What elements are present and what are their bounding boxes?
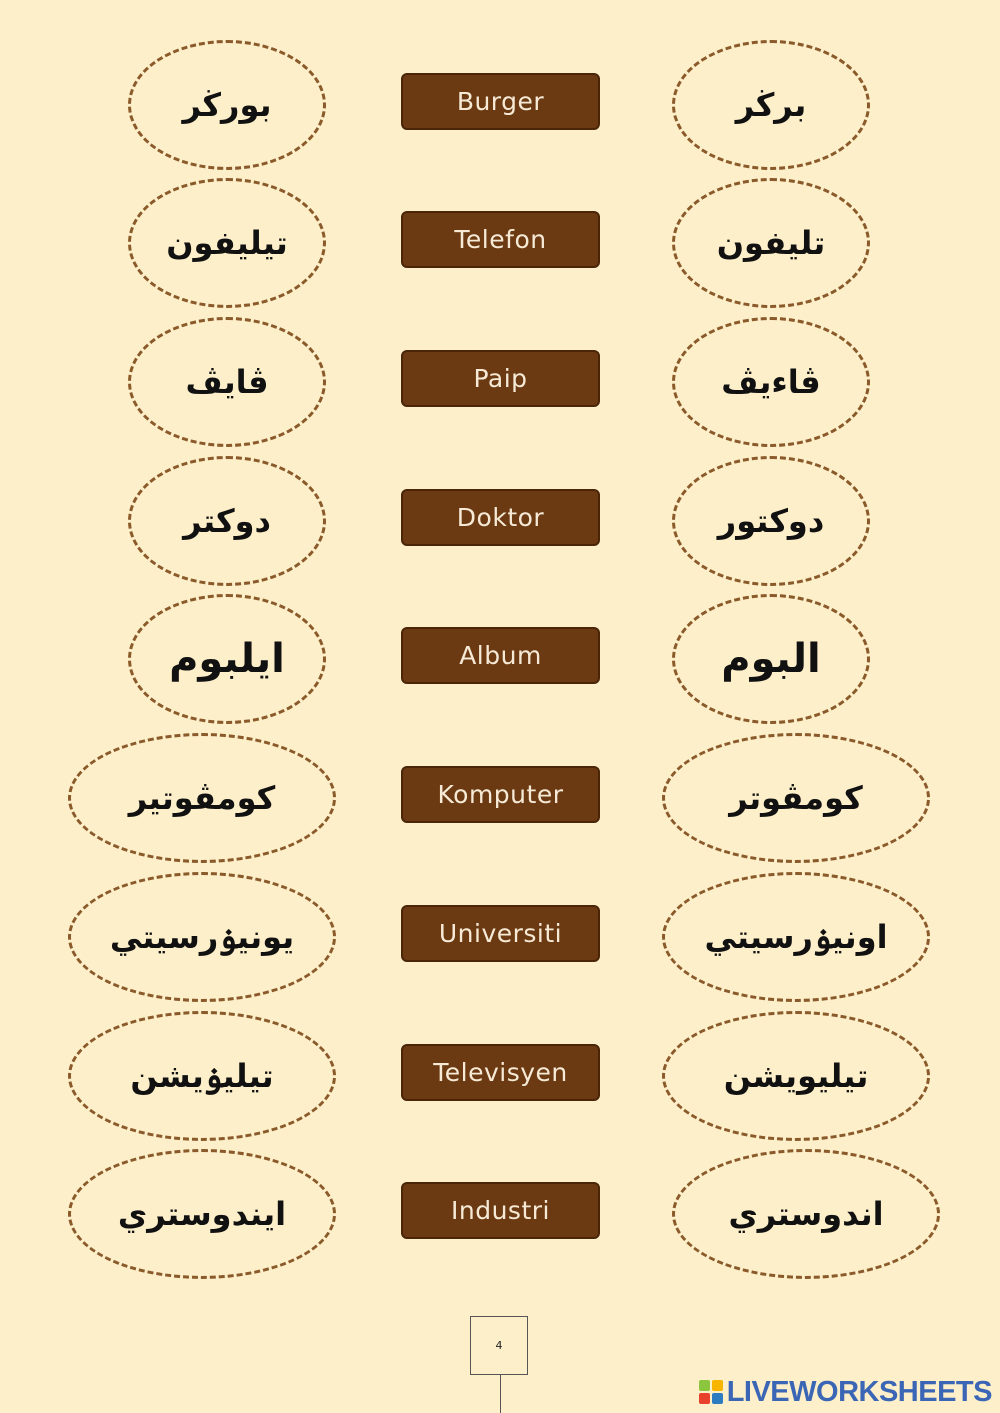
rumi-word-label: Universiti <box>401 905 600 962</box>
page-number-line <box>500 1375 501 1413</box>
jawi-option-right[interactable]: ڤاءيڤ <box>672 317 870 447</box>
liveworksheets-logo-icon <box>699 1380 723 1404</box>
rumi-word-label: Telefon <box>401 211 600 268</box>
jawi-option-left[interactable]: ايندوستري <box>68 1149 336 1279</box>
jawi-option-right[interactable]: تليفون <box>672 178 870 308</box>
rumi-word-label: Industri <box>401 1182 600 1239</box>
jawi-option-left[interactable]: ايلبوم <box>128 594 326 724</box>
rumi-word-label: Televisyen <box>401 1044 600 1101</box>
logo-square-1 <box>699 1380 710 1391</box>
match-row <box>0 178 1000 318</box>
jawi-option-right[interactable]: تيليويشن <box>662 1011 930 1141</box>
jawi-option-left[interactable]: كومڤوتير <box>68 733 336 863</box>
match-row <box>0 456 1000 596</box>
jawi-option-right[interactable]: كومڤوتر <box>662 733 930 863</box>
liveworksheets-logo[interactable] <box>699 1376 992 1408</box>
jawi-option-left[interactable]: دوكتر <box>128 456 326 586</box>
jawi-option-left[interactable]: تيليۏيشن <box>68 1011 336 1141</box>
match-row <box>0 1149 1000 1289</box>
match-row <box>0 594 1000 734</box>
jawi-option-right[interactable]: البوم <box>672 594 870 724</box>
match-row <box>0 40 1000 180</box>
page-number-box <box>470 1316 528 1375</box>
rumi-word-label: Doktor <box>401 489 600 546</box>
jawi-option-right[interactable]: اندوستري <box>672 1149 940 1279</box>
rumi-word-label: Paip <box>401 350 600 407</box>
jawi-option-left[interactable]: بورڬر <box>128 40 326 170</box>
jawi-option-left[interactable]: ڤايڤ <box>128 317 326 447</box>
rumi-word-label: Komputer <box>401 766 600 823</box>
logo-square-4 <box>712 1393 723 1404</box>
rumi-word-label: Burger <box>401 73 600 130</box>
jawi-option-right[interactable]: برڬر <box>672 40 870 170</box>
match-row <box>0 317 1000 457</box>
jawi-option-right[interactable]: دوكتور <box>672 456 870 586</box>
jawi-option-left[interactable]: تيليفون <box>128 178 326 308</box>
match-row <box>0 1011 1000 1151</box>
rumi-word-label: Album <box>401 627 600 684</box>
jawi-option-left[interactable]: يونيۏرسيتي <box>68 872 336 1002</box>
liveworksheets-logo-text: LIVEWORKSHEETS <box>726 1375 992 1408</box>
match-row <box>0 733 1000 873</box>
match-row <box>0 872 1000 1012</box>
page-number: 4 <box>495 1339 503 1352</box>
logo-square-3 <box>699 1393 710 1404</box>
jawi-option-right[interactable]: اونيۏرسيتي <box>662 872 930 1002</box>
logo-square-2 <box>712 1380 723 1391</box>
